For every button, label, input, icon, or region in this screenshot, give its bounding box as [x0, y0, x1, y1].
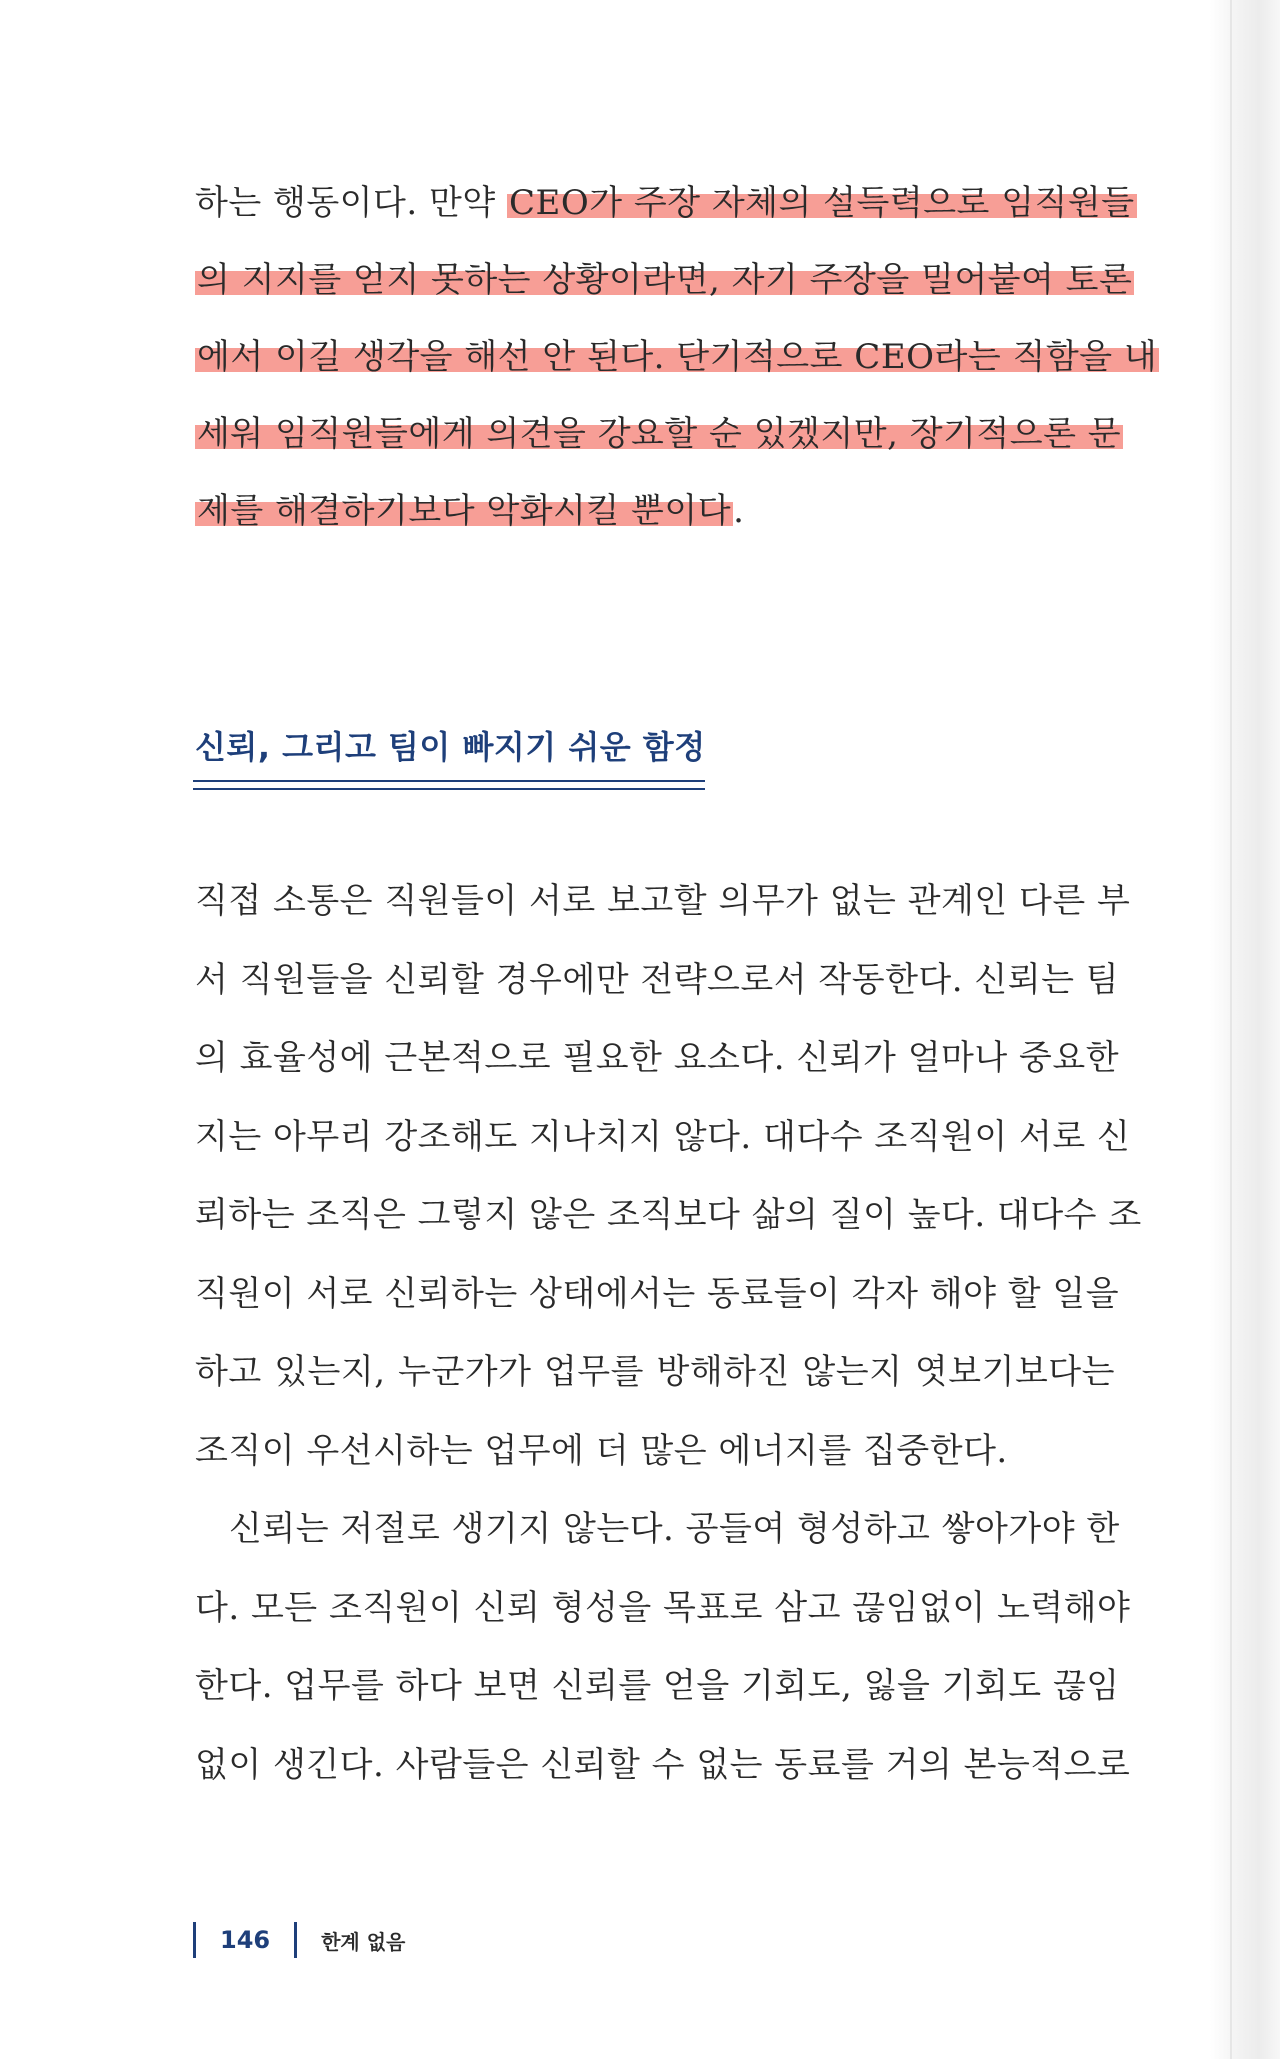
- section-body: [195, 862, 1142, 1804]
- highlight-mark: 제를 해결하기보다 악화시킬 뿐이다: [197, 491, 732, 531]
- highlighted-line: [195, 473, 1115, 550]
- highlighted-paragraph: [195, 165, 1158, 550]
- line-trailing-period: .: [733, 491, 745, 531]
- highlight-mark: 에서 이길 생각을 해선 안 된다. 단기적으로 CEO라는 직함을 내: [197, 337, 1158, 377]
- page-edge-shadow: [1210, 0, 1280, 2059]
- highlighted-line: [195, 165, 1135, 242]
- highlighted-line: [195, 242, 1133, 319]
- book-title: 한계 없음: [321, 1929, 406, 1954]
- body-line: 직원이 서로 신뢰하는 상태에서는 동료들이 각자 해야 할 일을: [195, 1273, 1120, 1314]
- highlight-mark: 세워 임직원들에게 의견을 강요할 순 있겠지만, 장기적으론 문: [197, 414, 1122, 454]
- body-line: 하고 있는지, 누군가가 업무를 방해하진 않는지 엿보기보다는: [195, 1352, 1115, 1392]
- body-line: 의 효율성에 근본적으로 필요한 요소다. 신뢰가 얼마나 중요한: [195, 1038, 1120, 1078]
- body-line: 다. 모든 조직원이 신뢰 형성을 목표로 삼고 끊임없이 노력해야: [195, 1587, 1131, 1628]
- heading-double-rule: [193, 780, 705, 790]
- body-line: 지는 아무리 강조해도 지나치지 않다. 대다수 조직원이 서로 신: [195, 1116, 1131, 1157]
- body-line: 조직이 우선시하는 업무에 더 많은 에너지를 집중한다.: [195, 1430, 1008, 1471]
- highlight-mark: CEO가 주장 자체의 설득력으로 임직원들: [508, 183, 1135, 223]
- footer-divider-bar: [294, 1922, 297, 1958]
- line-plain-text: 하는 행동이다. 만약: [195, 183, 507, 223]
- page-footer: [193, 1922, 405, 1958]
- body-line: 서 직원들을 신뢰할 경우에만 전략으로서 작동한다. 신뢰는 팀: [195, 959, 1120, 1000]
- page-number: 146: [220, 1926, 271, 1954]
- section-heading: 신뢰, 그리고 팀이 빠지기 쉬운 함정: [195, 728, 706, 766]
- body-line: 없이 생긴다. 사람들은 신뢰할 수 없는 동료를 거의 본능적으로: [195, 1744, 1131, 1785]
- highlighted-line: [195, 396, 1122, 473]
- page-edge-line: [1230, 0, 1232, 2059]
- footer-left-bar: [193, 1922, 196, 1958]
- highlight-mark: 의 지지를 얻지 못하는 상황이라면, 자기 주장을 밀어붙여 토론: [197, 260, 1133, 300]
- body-line: 직접 소통은 직원들이 서로 보고할 의무가 없는 관계인 다른 부: [195, 881, 1131, 921]
- highlighted-line: [195, 319, 1158, 396]
- body-line: 한다. 업무를 하다 보면 신뢰를 얻을 기회도, 잃을 기회도 끊임: [195, 1666, 1120, 1706]
- body-line: 뢰하는 조직은 그렇지 않은 조직보다 삶의 질이 높다. 대다수 조: [195, 1195, 1142, 1235]
- body-line-indented: 신뢰는 저절로 생기지 않는다. 공들여 형성하고 쌓아가야 한: [229, 1509, 1120, 1549]
